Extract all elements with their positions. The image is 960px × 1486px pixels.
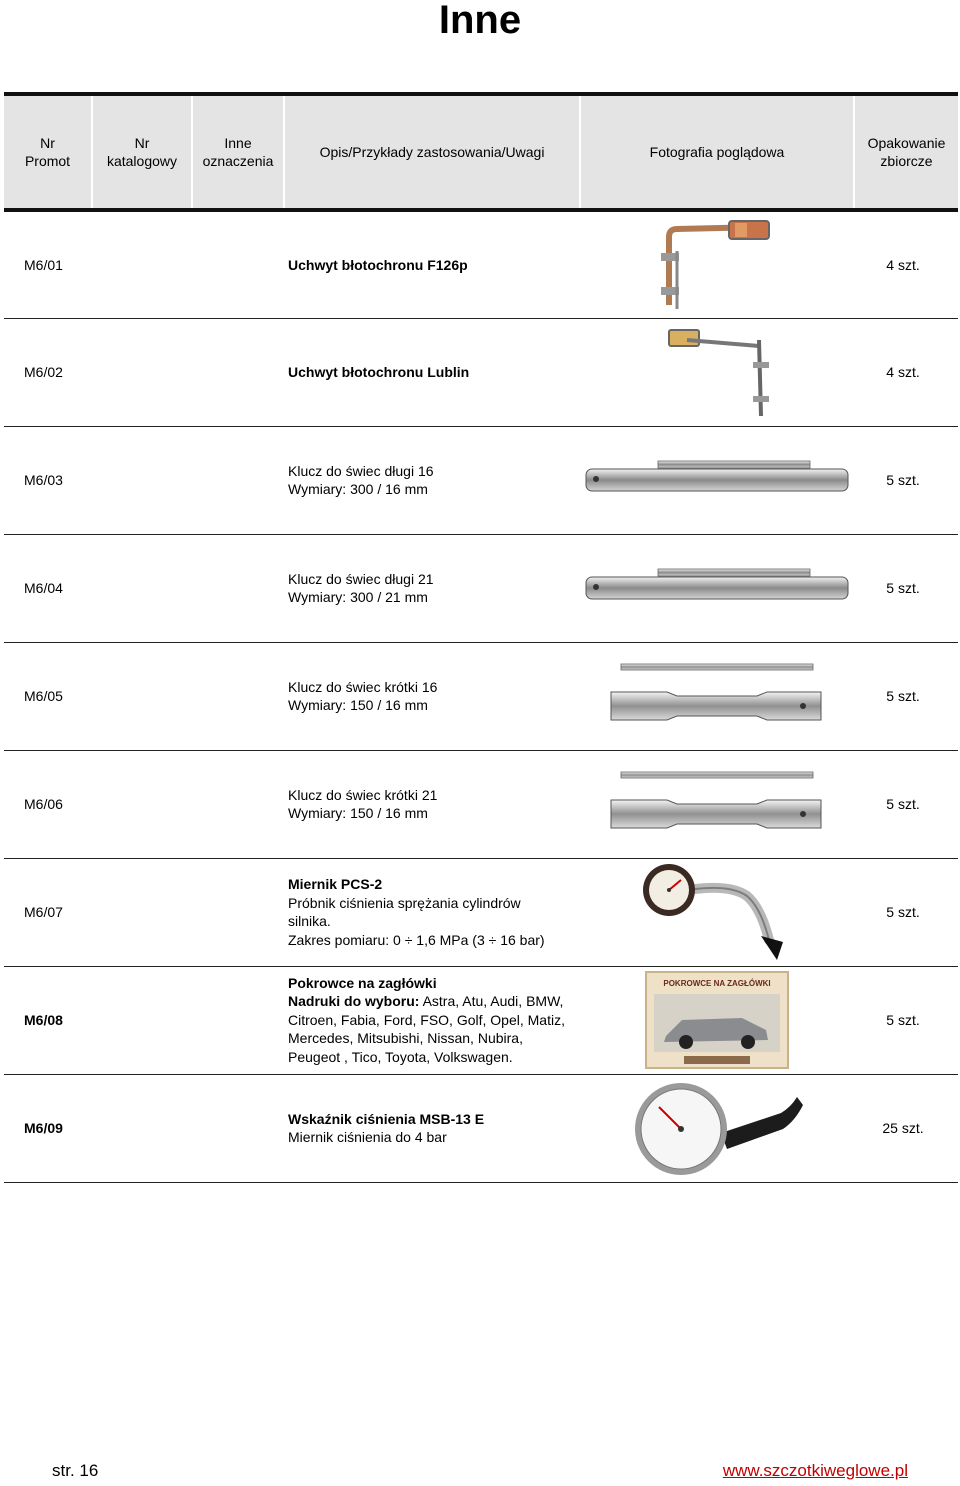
table-row bbox=[4, 858, 958, 966]
row-packaging: 4 szt. bbox=[854, 210, 958, 318]
row-photo bbox=[580, 426, 854, 534]
row-photo bbox=[580, 210, 854, 318]
row-description: Miernik PCS-2 Próbnik ciśnienia sprężania cylindrów silnika. Zakres pomiaru: 0 ÷ 1,6 MPa (3 ÷ 16 bar) bbox=[284, 858, 580, 966]
row-code: M6/09 bbox=[4, 1074, 284, 1182]
product-table bbox=[4, 92, 958, 1183]
row-code: M6/08 bbox=[4, 966, 284, 1074]
row-description: Wskaźnik ciśnienia MSB-13 E Miernik ciśnienia do 4 bar bbox=[284, 1074, 580, 1182]
row-packaging: 5 szt. bbox=[854, 642, 958, 750]
row-description: Klucz do świec krótki 21 Wymiary: 150 / 16 mm bbox=[284, 750, 580, 858]
spark-plug-wrench-icon bbox=[582, 563, 852, 613]
row-code: M6/04 bbox=[4, 534, 284, 642]
row-description: Klucz do świec długi 21 Wymiary: 300 / 21 mm bbox=[284, 534, 580, 642]
table-row bbox=[4, 534, 958, 642]
row-code: M6/01 bbox=[4, 210, 284, 318]
row-packaging: 4 szt. bbox=[854, 318, 958, 426]
row-photo bbox=[580, 642, 854, 750]
row-code: M6/06 bbox=[4, 750, 284, 858]
row-photo bbox=[580, 750, 854, 858]
row-packaging: 5 szt. bbox=[854, 534, 958, 642]
row-description: Pokrowce na zagłówki Nadruki do wyboru: Astra, Atu, Audi, BMW, Citroen, Fabia, Ford, FSO, Golf, Opel, Matiz, Mercedes, Mitsubishi, Nissan, Nubira, Peugeot , Tico, Toyota, Volkswagen. bbox=[284, 966, 580, 1074]
row-photo bbox=[580, 858, 854, 966]
table-row bbox=[4, 318, 958, 426]
row-packaging: 5 szt. bbox=[854, 966, 958, 1074]
table-row bbox=[4, 426, 958, 534]
header-promo-number: Nr Promot bbox=[4, 94, 92, 210]
table-row bbox=[4, 1074, 958, 1182]
row-packaging: 5 szt. bbox=[854, 750, 958, 858]
header-packaging: Opakowanie zbiorcze bbox=[854, 94, 958, 210]
row-photo bbox=[580, 1074, 854, 1182]
header-photo: Fotografia poglądowa bbox=[580, 94, 854, 210]
header-other-designations: Inne oznaczenia bbox=[192, 94, 284, 210]
row-description: Uchwyt błotochronu F126p bbox=[284, 210, 580, 318]
row-code: M6/05 bbox=[4, 642, 284, 750]
table-row bbox=[4, 210, 958, 318]
table-row bbox=[4, 750, 958, 858]
row-photo bbox=[580, 534, 854, 642]
page-number: str. 16 bbox=[52, 1461, 99, 1480]
short-wrench-icon bbox=[607, 766, 827, 842]
table-header-row bbox=[4, 94, 958, 210]
row-description: Uchwyt błotochronu Lublin bbox=[284, 318, 580, 426]
row-photo bbox=[580, 966, 854, 1074]
row-code: M6/07 bbox=[4, 858, 284, 966]
header-description: Opis/Przykłady zastosowania/Uwagi bbox=[284, 94, 580, 210]
row-description: Klucz do świec długi 16 Wymiary: 300 / 16 mm bbox=[284, 426, 580, 534]
row-packaging: 5 szt. bbox=[854, 426, 958, 534]
row-packaging: 5 szt. bbox=[854, 858, 958, 966]
website-link[interactable]: www.szczotkiweglowe.pl bbox=[722, 1461, 908, 1480]
row-packaging: 25 szt. bbox=[854, 1074, 958, 1182]
header-catalog-number: Nr katalogowy bbox=[92, 94, 192, 210]
compression-tester-icon bbox=[637, 862, 797, 962]
row-photo bbox=[580, 318, 854, 426]
spark-plug-wrench-icon bbox=[582, 455, 852, 505]
short-wrench-icon bbox=[607, 658, 827, 734]
tire-pressure-gauge-icon bbox=[631, 1077, 803, 1179]
mudguard-bracket-icon bbox=[647, 217, 787, 313]
mudguard-bracket-icon bbox=[647, 324, 787, 420]
svg-text:POKROWCE NA ZAGŁÓWKI: POKROWCE NA ZAGŁÓWKI bbox=[663, 979, 771, 988]
row-code: M6/03 bbox=[4, 426, 284, 534]
row-description: Klucz do świec krótki 16 Wymiary: 150 / 16 mm bbox=[284, 642, 580, 750]
table-row bbox=[4, 966, 958, 1074]
table-row bbox=[4, 642, 958, 750]
row-code: M6/02 bbox=[4, 318, 284, 426]
headrest-cover-package-icon bbox=[644, 970, 790, 1070]
page-title: Inne bbox=[438, 0, 522, 42]
